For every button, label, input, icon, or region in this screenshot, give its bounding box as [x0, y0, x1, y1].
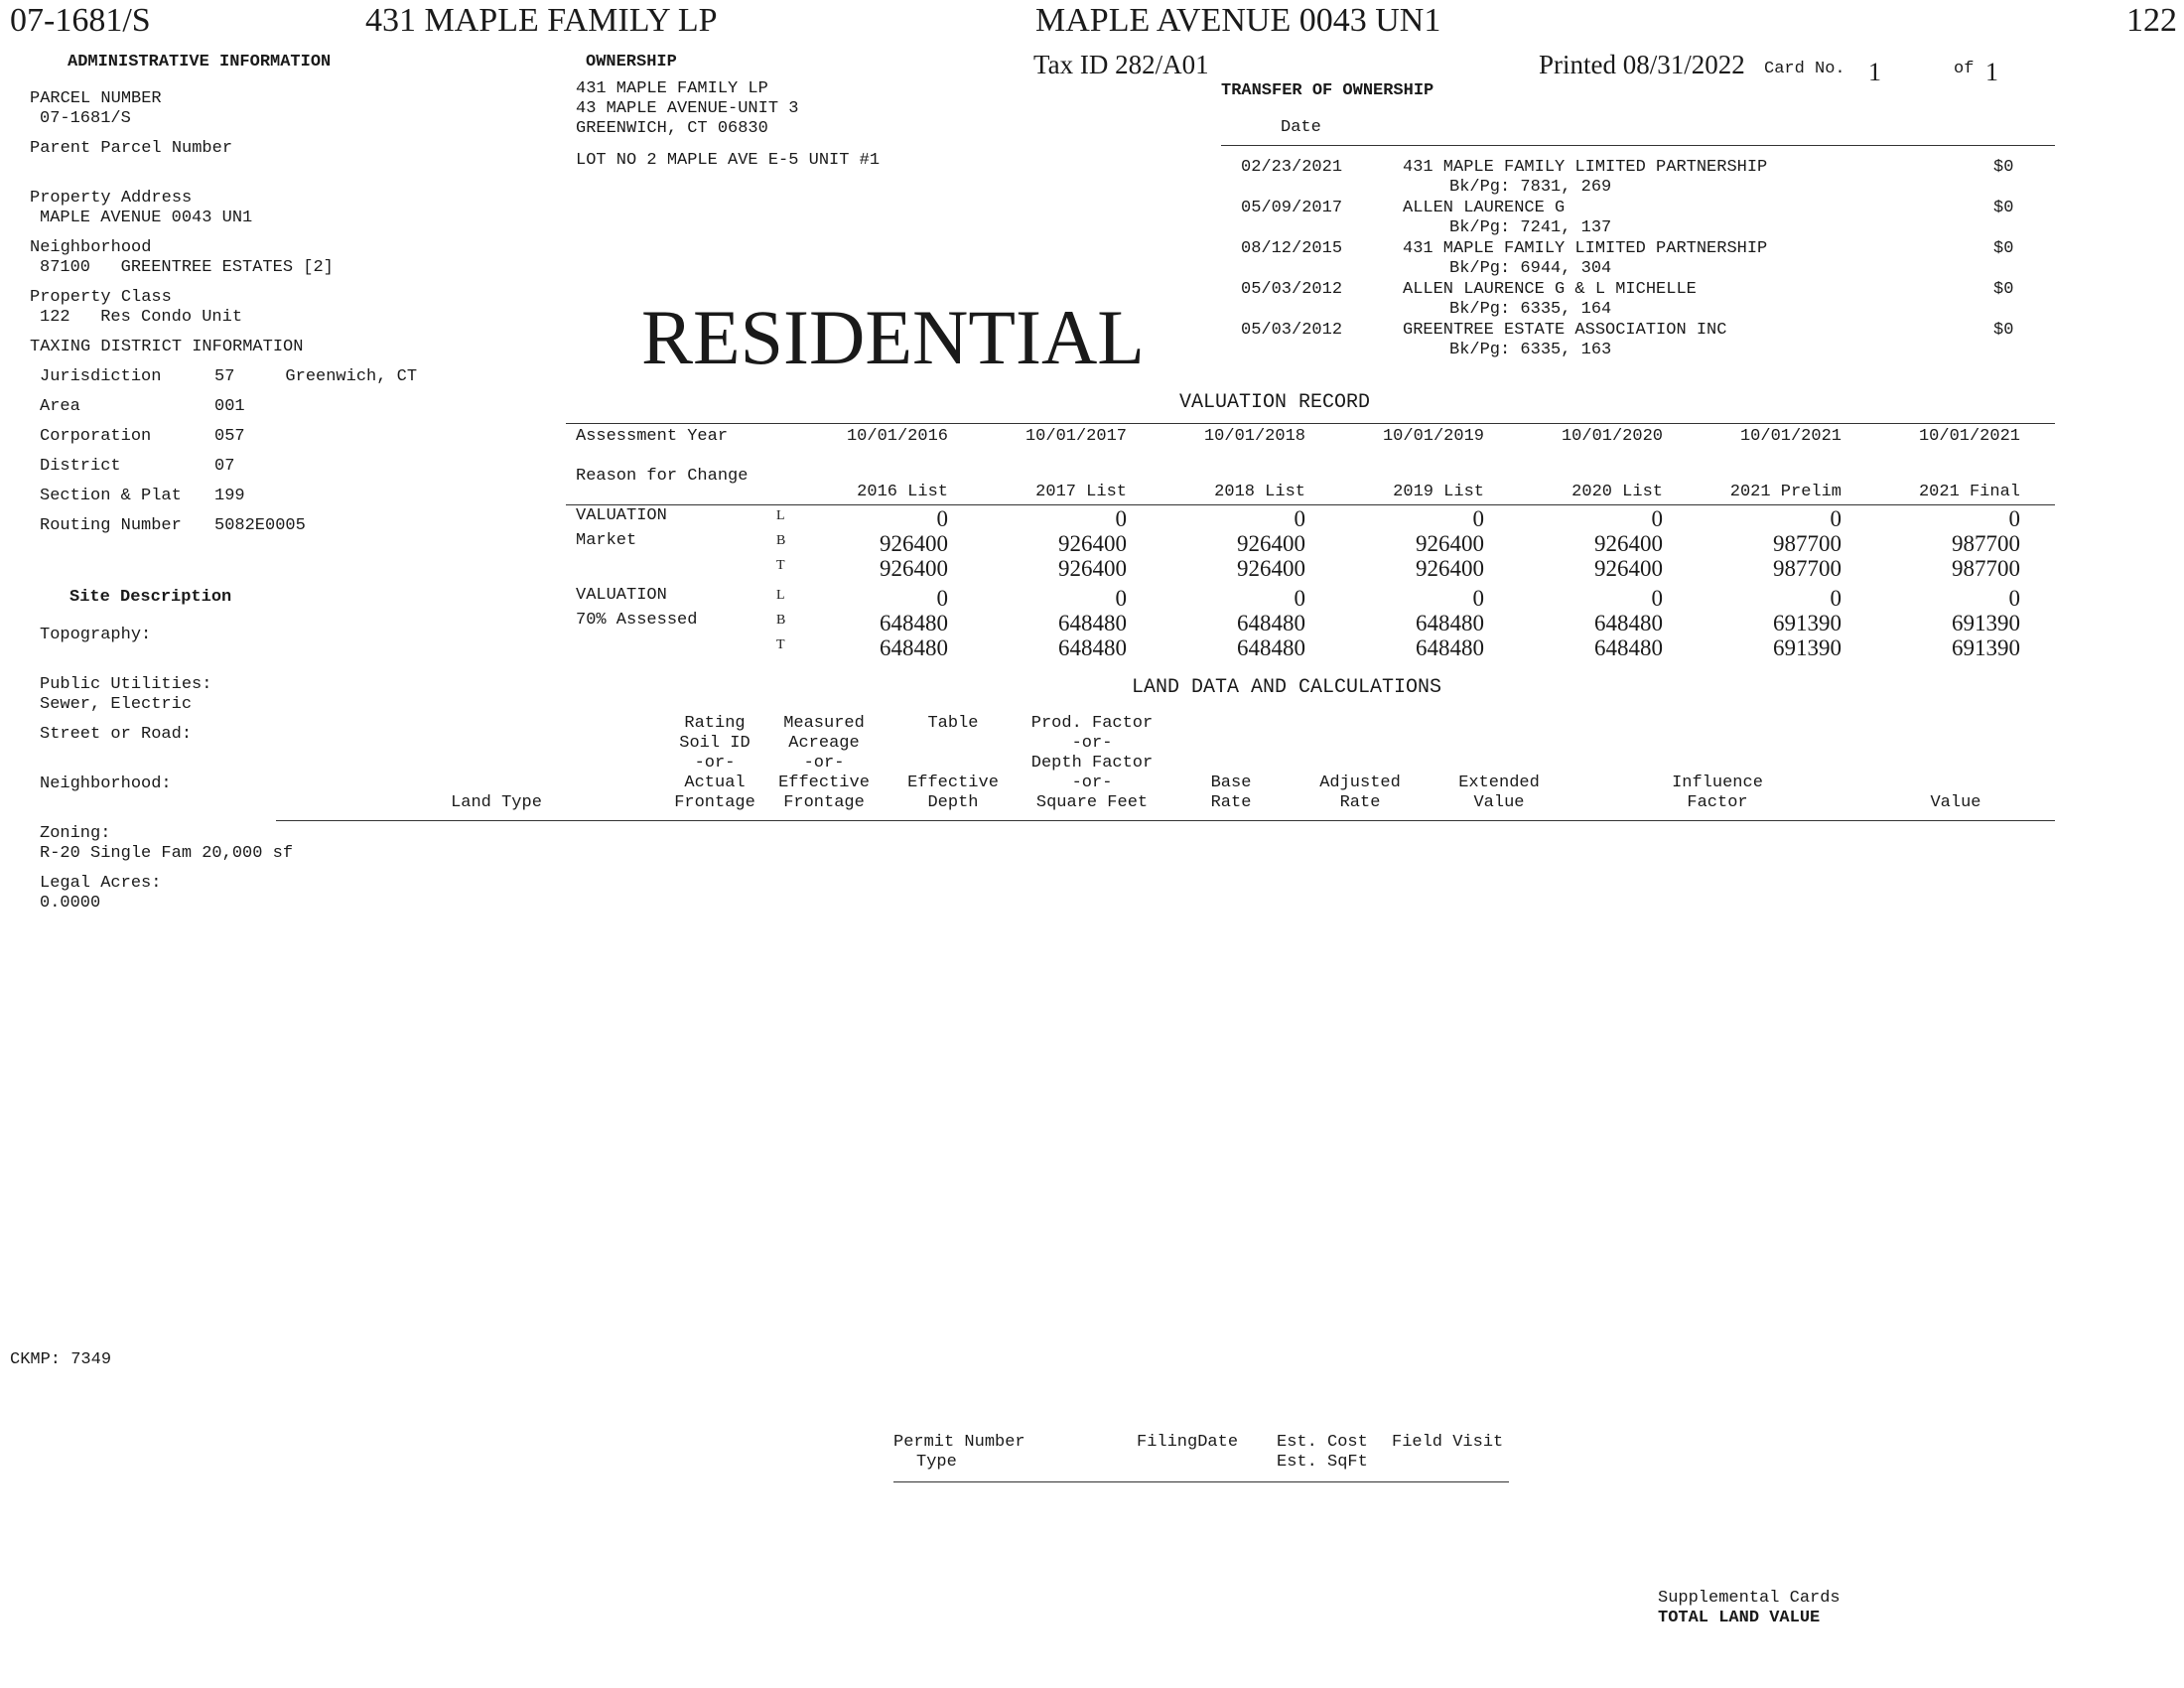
permit-divider	[893, 1481, 1509, 1482]
transfer-date: 08/12/2015	[1241, 239, 1343, 258]
transfer-divider	[1221, 145, 2055, 146]
valuation-cell: 691390	[1952, 635, 2020, 660]
land-header-text: -or-	[803, 754, 845, 773]
district-label: District	[40, 457, 121, 476]
valuation-cell: 987700	[1773, 531, 1842, 556]
valuation-cell: 926400	[1594, 531, 1663, 556]
reason-for-change: 2021 Final	[1918, 483, 2020, 501]
land-header-text: -or-	[1071, 774, 1113, 792]
site-title: Site Description	[69, 588, 232, 607]
land-header-text: Rating	[684, 714, 746, 733]
transfer-date: 02/23/2021	[1241, 158, 1343, 177]
ckmp-number: CKMP: 7349	[10, 1350, 112, 1369]
market-group-sublabel: Market	[576, 531, 637, 550]
reason-for-change-label: Reason for Change	[576, 467, 749, 486]
valuation-cell: 0	[1115, 506, 1127, 531]
assessment-year: 10/01/2017	[1024, 427, 1127, 446]
valuation-cell: 691390	[1952, 611, 2020, 635]
valuation-title: VALUATION RECORD	[1179, 391, 1371, 414]
transfer-date: 05/09/2017	[1241, 199, 1343, 217]
transfer-amount: $0	[1993, 199, 2014, 217]
land-header-text: Acreage	[788, 734, 860, 753]
land-header-text: Factor	[1687, 793, 1748, 812]
land-header-text: Measured	[783, 714, 865, 733]
legal-acres-value: 0.0000	[40, 894, 101, 913]
property-class-label: Property Class	[30, 288, 172, 307]
land-header-text: Frontage	[674, 793, 755, 812]
valuation-cell: 926400	[1237, 531, 1305, 556]
zoning-label: Zoning:	[40, 824, 111, 843]
land-header-text: Prod. Factor	[1030, 714, 1154, 733]
valuation-cell: 926400	[1416, 556, 1484, 581]
section-plat-value: 199	[214, 487, 245, 505]
transfer-amount: $0	[1993, 280, 2014, 299]
reason-for-change: 2021 Prelim	[1729, 483, 1842, 501]
transfer-grantee: ALLEN LAURENCE G & L MICHELLE	[1403, 280, 1697, 299]
valuation-cell: 648480	[1594, 635, 1663, 660]
owner-line-1: 431 MAPLE FAMILY LP	[576, 79, 768, 98]
land-header-text: Depth Factor	[1030, 754, 1154, 773]
land-header-text: Depth	[927, 793, 979, 812]
card-of-label: of	[1954, 60, 1975, 78]
land-header-text: Soil ID	[679, 734, 751, 753]
valuation-cell: 0	[1115, 586, 1127, 611]
transfer-date-header: Date	[1281, 118, 1321, 137]
valuation-cell: 926400	[1058, 556, 1127, 581]
transfer-title: TRANSFER OF OWNERSHIP	[1221, 81, 1434, 100]
land-header-text: Square Feet	[1035, 793, 1149, 812]
valuation-cell: 926400	[1416, 531, 1484, 556]
transfer-grantee: 431 MAPLE FAMILY LIMITED PARTNERSHIP	[1403, 158, 1768, 177]
reason-for-change: 2018 List	[1214, 483, 1305, 501]
permit-type-header: Type	[916, 1453, 957, 1472]
valuation-row-code: B	[776, 613, 786, 628]
legal-acres-label: Legal Acres:	[40, 874, 162, 893]
parent-parcel-label: Parent Parcel Number	[30, 139, 233, 158]
assessment-year: 10/01/2016	[846, 427, 948, 446]
valuation-row-code: B	[776, 533, 786, 548]
transfer-amount: $0	[1993, 158, 2014, 177]
valuation-cell: 926400	[1237, 556, 1305, 581]
valuation-cell: 648480	[1416, 611, 1484, 635]
street-road-label: Street or Road:	[40, 725, 193, 744]
transfer-book-page: Bk/Pg: 7831, 269	[1449, 178, 1612, 197]
legal-description: LOT NO 2 MAPLE AVE E-5 UNIT #1	[576, 151, 881, 170]
valuation-cell: 987700	[1773, 556, 1842, 581]
residential-stamp: RESIDENTIAL	[641, 294, 1145, 380]
land-header-text: -or-	[694, 754, 736, 773]
valuation-cell: 0	[2008, 586, 2020, 611]
valuation-cell: 987700	[1952, 531, 2020, 556]
corporation-value: 057	[214, 427, 245, 446]
land-divider	[276, 820, 2055, 821]
property-class-value: 122 Res Condo Unit	[40, 308, 243, 327]
neighborhood-label: Neighborhood	[30, 238, 152, 257]
valuation-top-divider	[566, 423, 2055, 424]
transfer-amount: $0	[1993, 239, 2014, 258]
reason-for-change: 2017 List	[1035, 483, 1127, 501]
owner-line-2: 43 MAPLE AVENUE-UNIT 3	[576, 99, 799, 118]
assessed-group-sublabel: 70% Assessed	[576, 611, 698, 630]
valuation-cell: 926400	[880, 531, 948, 556]
valuation-cell: 0	[936, 506, 948, 531]
property-address-value: MAPLE AVENUE 0043 UN1	[40, 209, 253, 227]
utilities-label: Public Utilities:	[40, 675, 212, 694]
valuation-cell: 0	[2008, 506, 2020, 531]
land-header-text: Influence	[1672, 774, 1763, 792]
land-header-text: Value	[1930, 793, 1981, 812]
transfer-book-page: Bk/Pg: 6335, 164	[1449, 300, 1612, 319]
valuation-row-code: L	[776, 588, 785, 603]
page-number: 122	[2126, 2, 2177, 39]
utilities-value: Sewer, Electric	[40, 695, 193, 714]
valuation-row-code: L	[776, 508, 785, 523]
jurisdiction-value: 57 Greenwich, CT	[214, 367, 418, 386]
land-title: LAND DATA AND CALCULATIONS	[1132, 676, 1442, 699]
transfer-book-page: Bk/Pg: 6944, 304	[1449, 259, 1612, 278]
owner-line-3: GREENWICH, CT 06830	[576, 119, 768, 138]
assessment-year: 10/01/2019	[1382, 427, 1484, 446]
assessed-group-label: VALUATION	[576, 586, 667, 605]
printed-date: Printed 08/31/2022	[1539, 50, 1745, 79]
tax-id: Tax ID 282/A01	[1033, 50, 1209, 79]
permit-filing-date-header: FilingDate	[1137, 1433, 1239, 1452]
assessment-year: 10/01/2021	[1739, 427, 1842, 446]
reason-for-change: 2019 List	[1393, 483, 1484, 501]
site-neighborhood-label: Neighborhood:	[40, 774, 172, 793]
routing-number-label: Routing Number	[40, 516, 182, 535]
land-header-text: Rate	[1210, 793, 1252, 812]
transfer-grantee: 431 MAPLE FAMILY LIMITED PARTNERSHIP	[1403, 239, 1768, 258]
valuation-cell: 648480	[1058, 611, 1127, 635]
jurisdiction-label: Jurisdiction	[40, 367, 162, 386]
zoning-value: R-20 Single Fam 20,000 sf	[40, 844, 294, 863]
transfer-date: 05/03/2012	[1241, 321, 1343, 340]
valuation-cell: 0	[936, 586, 948, 611]
supplemental-cards-label: Supplemental Cards	[1658, 1589, 1841, 1608]
valuation-cell: 648480	[1416, 635, 1484, 660]
assessment-year: 10/01/2021	[1918, 427, 2020, 446]
corporation-label: Corporation	[40, 427, 152, 446]
property-address-label: Property Address	[30, 189, 193, 208]
routing-number-value: 5082E0005	[214, 516, 306, 535]
land-header-text: Effective	[907, 774, 999, 792]
transfer-book-page: Bk/Pg: 7241, 137	[1449, 218, 1612, 237]
area-value: 001	[214, 397, 245, 416]
valuation-cell: 0	[1472, 586, 1484, 611]
card-no-value: 1	[1868, 58, 1881, 86]
reason-for-change: 2016 List	[857, 483, 948, 501]
total-land-value-label: TOTAL LAND VALUE	[1658, 1609, 1821, 1627]
reason-for-change: 2020 List	[1571, 483, 1663, 501]
permit-field-visit-header: Field Visit	[1392, 1433, 1504, 1452]
valuation-cell: 0	[1830, 506, 1842, 531]
valuation-cell: 648480	[1058, 635, 1127, 660]
valuation-cell: 926400	[880, 556, 948, 581]
transfer-date: 05/03/2012	[1241, 280, 1343, 299]
valuation-cell: 987700	[1952, 556, 2020, 581]
valuation-cell: 0	[1651, 506, 1663, 531]
valuation-cell: 926400	[1594, 556, 1663, 581]
valuation-cell: 691390	[1773, 611, 1842, 635]
valuation-cell: 691390	[1773, 635, 1842, 660]
land-header-text: Effective	[778, 774, 870, 792]
land-header-text: Land Type	[451, 793, 542, 812]
parcel-id-heading: 07-1681/S	[10, 2, 151, 39]
card-of-value: 1	[1985, 58, 1998, 86]
ownership-title: OWNERSHIP	[586, 53, 677, 71]
land-header-text: Frontage	[783, 793, 865, 812]
land-header-text: Adjusted	[1319, 774, 1401, 792]
transfer-grantee: ALLEN LAURENCE G	[1403, 199, 1566, 217]
assessment-year: 10/01/2018	[1203, 427, 1305, 446]
valuation-cell: 0	[1472, 506, 1484, 531]
land-header-text: Actual	[684, 774, 746, 792]
land-header-text: -or-	[1071, 734, 1113, 753]
valuation-cell: 648480	[1237, 611, 1305, 635]
valuation-cell: 648480	[1237, 635, 1305, 660]
assessment-year-label: Assessment Year	[576, 427, 729, 446]
valuation-cell: 648480	[1594, 611, 1663, 635]
land-header-text: Rate	[1339, 793, 1381, 812]
valuation-cell: 0	[1830, 586, 1842, 611]
valuation-row-code: T	[776, 558, 785, 573]
transfer-book-page: Bk/Pg: 6335, 163	[1449, 341, 1612, 359]
admin-title: ADMINISTRATIVE INFORMATION	[68, 53, 332, 71]
valuation-cell: 926400	[1058, 531, 1127, 556]
permit-number-header: Permit Number	[893, 1433, 1025, 1452]
topography-label: Topography:	[40, 626, 152, 644]
valuation-cell: 0	[1294, 506, 1305, 531]
valuation-cell: 0	[1651, 586, 1663, 611]
transfer-grantee: GREENTREE ESTATE ASSOCIATION INC	[1403, 321, 1727, 340]
district-value: 07	[214, 457, 235, 476]
valuation-cell: 0	[1294, 586, 1305, 611]
land-header-text: Table	[927, 714, 979, 733]
valuation-header-divider	[566, 504, 2055, 505]
land-header-text: Extended	[1458, 774, 1540, 792]
neighborhood-value: 87100 GREENTREE ESTATES [2]	[40, 258, 334, 277]
market-group-label: VALUATION	[576, 506, 667, 525]
card-no-label: Card No.	[1764, 60, 1845, 78]
owner-name-heading: 431 MAPLE FAMILY LP	[365, 2, 718, 39]
permit-est-cost-header: Est. Cost	[1277, 1433, 1368, 1452]
land-header-text: Base	[1210, 774, 1252, 792]
property-address-heading: MAPLE AVENUE 0043 UN1	[1035, 2, 1441, 39]
land-header-text: Value	[1473, 793, 1525, 812]
transfer-amount: $0	[1993, 321, 2014, 340]
permit-est-sqft-header: Est. SqFt	[1277, 1453, 1368, 1472]
taxing-district-title: TAXING DISTRICT INFORMATION	[30, 338, 304, 356]
valuation-cell: 648480	[880, 635, 948, 660]
parcel-number-label: PARCEL NUMBER	[30, 89, 162, 108]
section-plat-label: Section & Plat	[40, 487, 182, 505]
valuation-cell: 648480	[880, 611, 948, 635]
valuation-row-code: T	[776, 637, 785, 652]
parcel-number-value: 07-1681/S	[40, 109, 131, 128]
assessment-year: 10/01/2020	[1561, 427, 1663, 446]
area-label: Area	[40, 397, 80, 416]
